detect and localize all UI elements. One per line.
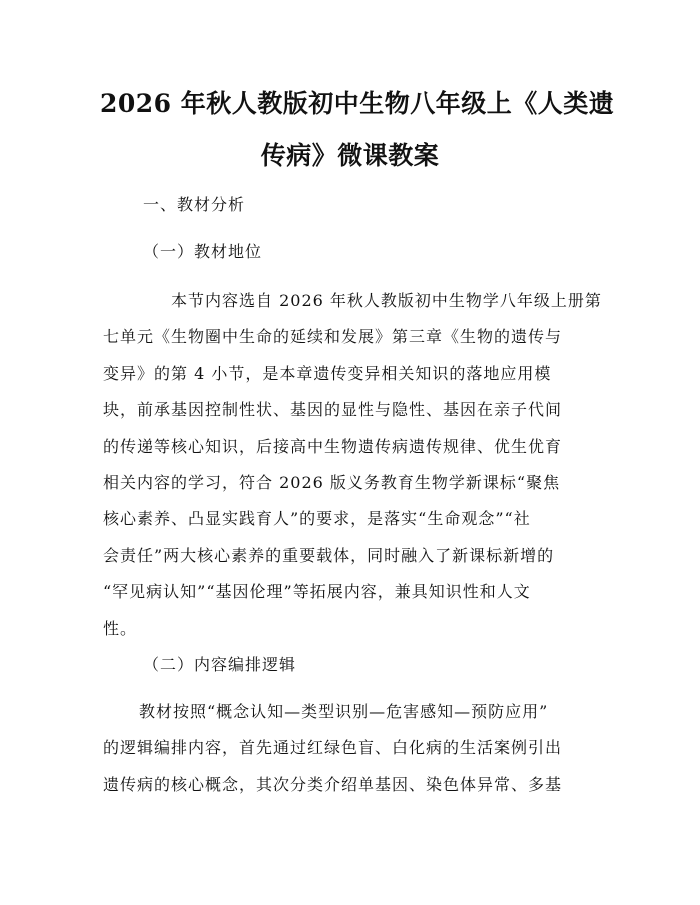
paragraph-textbook-position xyxy=(103,283,601,647)
paragraph-line: 的逻辑编排内容，首先通过红绿色盲、白化病的生活案例引出 xyxy=(103,738,563,758)
paragraph-line: 变异》的第 4 小节，是本章遗传变异相关知识的落地应用模 xyxy=(103,363,552,383)
paragraph-line: 核心素养、凸显实践育人”的要求，是落实“生命观念”“社 xyxy=(103,509,531,529)
title-line: 2026 年秋人教版初中生物八年级上《人类遗 xyxy=(100,89,615,118)
paragraph-line: 遗传病的核心概念，其次分类介绍单基因、染色体异常、多基 xyxy=(103,774,563,794)
paragraph-line: 的传递等核心知识，后接高中生物遗传病遗传规律、优生优育 xyxy=(103,436,563,456)
title-line: 传病》微课教案 xyxy=(260,141,440,170)
subsection-heading-content-logic: （二）内容编排逻辑 xyxy=(143,655,297,674)
paragraph-line: 性。 xyxy=(103,618,138,638)
paragraph-line: 教材按照“概念认知—类型识别—危害感知—预防应用” xyxy=(139,702,549,721)
paragraph-content-logic xyxy=(103,694,601,803)
paragraph-line: 相关内容的学习，符合 2026 版义务教育生物学新课标“聚焦 xyxy=(103,473,561,493)
paragraph-line: 七单元《生物圈中生命的延续和发展》第三章《生物的遗传与 xyxy=(103,327,563,347)
subsection-heading-textbook-position: （一）教材地位 xyxy=(143,242,263,261)
section-heading-materials-analysis: 一、教材分析 xyxy=(143,195,246,214)
paragraph-line: “罕见病认知”“基因伦理”等拓展内容，兼具知识性和人文 xyxy=(103,582,531,602)
paragraph-line: 会责任”两大核心素养的重要载体，同时融入了新课标新增的 xyxy=(103,545,555,565)
document-title xyxy=(100,78,615,182)
paragraph-line: 块，前承基因控制性状、基因的显性与隐性、基因在亲子代间 xyxy=(103,400,563,420)
paragraph-line: 本节内容选自 2026 年秋人教版初中生物学八年级上册第 xyxy=(171,291,602,310)
